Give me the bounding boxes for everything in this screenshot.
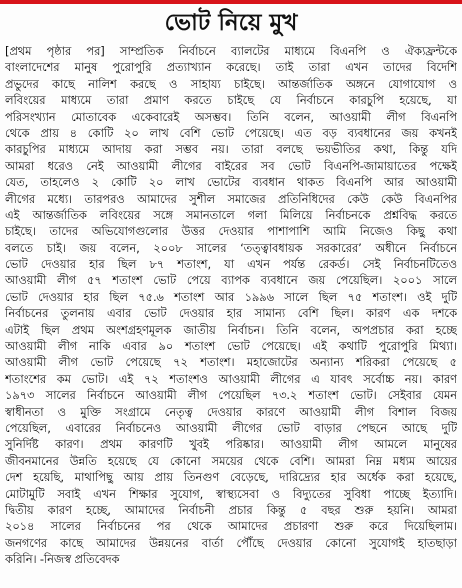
article-line: দেশ হয়েছি, মাথাপিছু আয় প্রায় তিনগুণ বেড়েছে, দারিদ্র্যের হার অর্ধেক করা হয়েছে, <box>5 470 457 485</box>
article-line: ভোট দেওয়ার হার ছিল ৮৭ শতাংশ, যা এখন পর্যন্ত রেকর্ড। সেই নির্বাচনটিতেও <box>5 257 457 272</box>
article-line: মোটামুটি সবাই এখন শিক্ষার সুযোগ, স্বাস্থ্যসেবা ও বিদ্যুতের সুবিধা পাচ্ছে ইত্যাদি। <box>5 486 457 501</box>
article-line: যেত, তাহলেও ২ কোটি ২০ লাখ ভোটের ব্যবধান থাকত বিএনপি আর আওয়ামী <box>5 175 457 190</box>
article-line <box>5 43 457 59</box>
article-line: আওয়ামী লীগ নাকি এবার ৯০ শতাংশ ভোট পেয়েছে। এই কথাটি পুরোপুরি মিথ্যা। <box>5 339 457 354</box>
article-line: প্রভুদের কাছে নালিশ করছে ও সাহায্য চাইছে। আন্তর্জাতিক অঙ্গনে যোগাযোগ ও <box>5 76 457 91</box>
article-line: লীগের মধ্যে। তারপরও আমাদের সুশীল সমাজের প্রতিনিধিদের কেউ কেউ বিএনপির <box>5 191 457 206</box>
headline: ভোট নিয়ে মুখ <box>164 9 298 36</box>
article-line: পেয়েছিল, এবারের নির্বাচনেও আওয়ামী লীগের ভোট বাড়ার পেছনে আছে দুটি <box>5 420 457 435</box>
article-line: জনগণের কাছে আমাদের উন্নয়নের বার্তা পৌঁছে দেওয়ার কোনো সুযোগই হাতছাড়া <box>5 535 457 550</box>
red-top-rule <box>0 0 462 4</box>
article-line: ১৯৭৩ সালের নির্বাচনে আওয়ামী লীগ পেয়েছিল ৭৩.২ শতাংশ ভোট। সেইবার যেমন <box>5 388 457 403</box>
article-line: এটাই ছিল প্রথম অংশগ্রহণমূলক জাতীয় নির্বাচন। তিনি বলেন, অপপ্রচার করা হচ্ছে <box>5 322 457 337</box>
article-body <box>5 43 457 568</box>
article-line: আমরা ধরেও নেই আওয়ামী লীগের বাইরের সব ভোট বিএনপি-জামায়াতের পক্ষেই <box>5 158 457 173</box>
article-line: আওয়ামী লীগ ভোট পেয়েছে ৭২ শতাংশ। মহাজোটের অন্যান্য শরিকরা পেয়েছে ৫ <box>5 355 457 370</box>
continued-tag: [প্রথম পৃষ্ঠার পর] <box>5 44 105 58</box>
article-line: পরিসংখ্যান মোতাবেক একেবারেই অসম্ভব। তিনি বলেন, আওয়ামী লীগ বিএনপি <box>5 109 457 124</box>
article-line: বাংলাদেশের মানুষ পুরোপুরি প্রত্যাখ্যান করেছে। তাই তারা এখন তাদের বিদেশি <box>5 60 457 75</box>
article-line: দ্বিতীয় কারণ হচ্ছে, আমাদের নির্বাচনী প্রচার কিন্তু ৫ বছর শুরু হয়নি। আমরা <box>5 502 457 517</box>
article-line: নির্বাচনের তুলনায় এবার ভোট দেওয়ার হার সামান্য বেশি ছিল। কারণ এক দশকে <box>5 306 457 321</box>
article-line-byline: করিনি। -নিজস্ব প্রতিবেদক <box>5 552 120 567</box>
article-line: স্বাধীনতা ও মুক্তি সংগ্রামে নেতৃত্ব দেওয়ার কারণে আওয়ামী লীগ বিশাল বিজয় <box>5 404 457 419</box>
article-line: চাইছে। তাদের অভিযোগগুলোর উত্তর দেওয়ার পাশাপাশি আমি নিজেও কিছু কথা <box>5 224 457 239</box>
article-line-text: সাম্প্রতিক নির্বাচনে ব্যালটের মাধ্যমে বিএনপি ও ঐক্যফ্রন্টকে <box>104 44 457 58</box>
article-line: শতাংশের কম ভোট। এই ৭২ শতাংশও আওয়ামী লীগের এ যাবৎ সর্বোচ্চ নয়। কারণ <box>5 371 457 386</box>
article-line: সুনির্দিষ্ট কারণ। প্রথম কারণটি খুবই পরিষ্কার। আওয়ামী লীগ আমলে মানুষের <box>5 437 457 452</box>
article-line: ভোট দেওয়ার হার ছিল ৭৫.৬ শতাংশ আর ১৯৯৬ সালে ছিল ৭৫ শতাংশ। ওই দুটি <box>5 289 457 304</box>
article-line: ২০১৪ সালের নির্বাচনের পর থেকে আমাদের প্রচারণা শুরু করে দিয়েছিলাম। <box>5 519 457 534</box>
article-line: এই আন্তর্জাতিক লবিংয়ের সঙ্গে সমানতালে গলা মিলিয়ে নির্বাচনকে প্রশ্নবিদ্ধ করতে <box>5 207 457 222</box>
article-line: আওয়ামী লীগ ৫৭ শতাংশ ভোট পেয়ে ব্যাপক ব্যবধানে জয় পেয়েছিল। ২০০১ সালে <box>5 273 457 288</box>
article-line: কারচুপির মাধ্যমে আদায় করা সম্ভব নয়। তারা বলছে ভয়ভীতির কথা, কিন্তু যদি <box>5 142 457 157</box>
article-line: থেকে প্রায় ৪ কোটি ২০ লাখ বেশি ভোট পেয়েছে। এত বড় ব্যবধানের জয় কখনই <box>5 125 457 140</box>
article-line: বলতে চাই। জয় বলেন, ২০০৮ সালের ‘তত্ত্বাবধায়ক সরকারের’ অধীনে নির্বাচনে <box>5 240 457 255</box>
article-line: লবিংয়ের মাধ্যমে তারা প্রমাণ করতে চাইছে যে নির্বাচনে কারচুপি হয়েছে, যা <box>5 93 457 108</box>
article-line: জীবনমানের উন্নতি হয়েছে যে কোনো সময়ের থেকে বেশি। আমরা নিম্ন মধ্যম আয়ের <box>5 453 457 468</box>
